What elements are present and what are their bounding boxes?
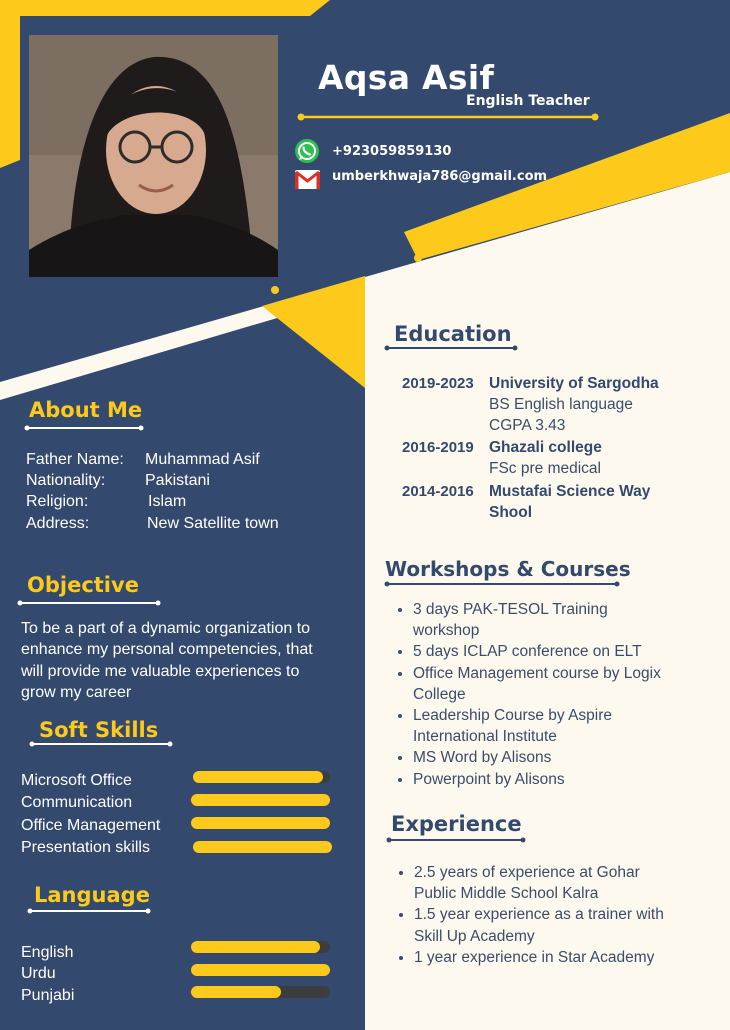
list-item: • 3 days PAK-TESOL Training workshop xyxy=(413,599,661,641)
list-item: • 1.5 year experience as a trainer with Skill Up Academy xyxy=(414,904,664,946)
about-value: Pakistani xyxy=(145,472,210,489)
list-item: • 2.5 years of experience at Gohar Public Middle School Kalra xyxy=(414,862,664,904)
education-title: Education xyxy=(394,322,512,346)
soft-skills-title: Soft Skills xyxy=(39,718,159,742)
gmail-icon xyxy=(295,170,320,189)
education-institution: Shool xyxy=(489,504,533,521)
workshops-underline xyxy=(384,580,620,588)
email-address: umberkhwaja786@gmail.com xyxy=(332,169,548,184)
skill-bar-fill xyxy=(193,771,323,783)
experience-underline xyxy=(386,836,526,844)
education-detail: FSc pre medical xyxy=(489,460,601,477)
language-bar-fill xyxy=(191,964,330,976)
education-detail: CGPA 3.43 xyxy=(489,417,566,434)
education-institution: Ghazali college xyxy=(489,439,602,456)
education-years: 2014-2016 xyxy=(402,483,474,500)
list-item: • Powerpoint by Alisons xyxy=(413,769,661,790)
language-bar-fill xyxy=(191,941,320,953)
about-underline xyxy=(24,424,144,432)
profile-photo xyxy=(29,35,278,277)
skill-label: Communication xyxy=(21,794,133,811)
workshops-list xyxy=(385,599,661,790)
education-institution: University of Sargodha xyxy=(489,375,659,392)
header-underline xyxy=(297,112,600,122)
about-value: Islam xyxy=(148,493,187,510)
list-item: • MS Word by Alisons xyxy=(413,747,661,768)
skill-label: Microsoft Office xyxy=(21,772,132,789)
skill-bar-fill xyxy=(191,817,330,829)
workshops-title: Workshops & Courses xyxy=(385,557,631,581)
whatsapp-icon xyxy=(294,138,320,164)
education-institution: Mustafai Science Way xyxy=(489,483,651,500)
language-bar xyxy=(191,941,330,953)
objective-underline xyxy=(17,599,161,607)
about-row: Address: xyxy=(26,515,90,532)
list-item: • 5 days ICLAP conference on ELT xyxy=(413,641,661,662)
skill-bar xyxy=(191,817,330,829)
objective-line: will provide me valuable experiences to xyxy=(21,663,300,680)
skill-bar xyxy=(191,794,330,806)
about-value: Muhammad Asif xyxy=(145,451,260,468)
experience-list xyxy=(386,862,664,968)
skill-bar xyxy=(193,771,330,783)
language-title: Language xyxy=(34,883,150,907)
phone-number: +923059859130 xyxy=(332,144,452,159)
soft-skills-underline xyxy=(29,740,173,748)
objective-line: To be a part of a dynamic organization to xyxy=(21,620,311,637)
skill-label: Presentation skills xyxy=(21,839,150,856)
objective-title: Objective xyxy=(27,573,139,597)
list-item: • Office Management course by Logix College xyxy=(413,663,661,705)
education-underline xyxy=(384,344,518,352)
about-row: Father Name: xyxy=(26,451,124,468)
language-bar xyxy=(191,964,330,976)
about-value: New Satellite town xyxy=(147,515,279,532)
list-item: • Leadership Course by Aspire International Institute xyxy=(413,705,661,747)
skill-bar xyxy=(193,841,332,853)
language-bar-fill xyxy=(191,986,281,998)
education-detail: BS English language xyxy=(489,396,633,413)
list-item: • 1 year experience in Star Academy xyxy=(414,947,664,968)
experience-title: Experience xyxy=(391,812,522,836)
about-title: About Me xyxy=(29,398,143,422)
about-row: Nationality: xyxy=(26,472,106,489)
language-label: Punjabi xyxy=(21,987,75,1004)
language-label: English xyxy=(21,944,74,961)
skill-bar-fill xyxy=(193,841,332,853)
language-underline xyxy=(27,907,151,915)
job-title: English Teacher xyxy=(466,93,590,109)
education-years: 2016-2019 xyxy=(402,439,474,456)
person-name: Aqsa Asif xyxy=(318,58,495,97)
objective-line: grow my career xyxy=(21,684,132,701)
education-years: 2019-2023 xyxy=(402,375,474,392)
language-label: Urdu xyxy=(21,965,56,982)
objective-line: enhance my personal competencies, that xyxy=(21,641,313,658)
skill-label: Office Management xyxy=(21,817,161,834)
skill-bar-fill xyxy=(191,794,330,806)
language-bar xyxy=(191,986,330,998)
about-row: Religion: xyxy=(26,493,89,510)
